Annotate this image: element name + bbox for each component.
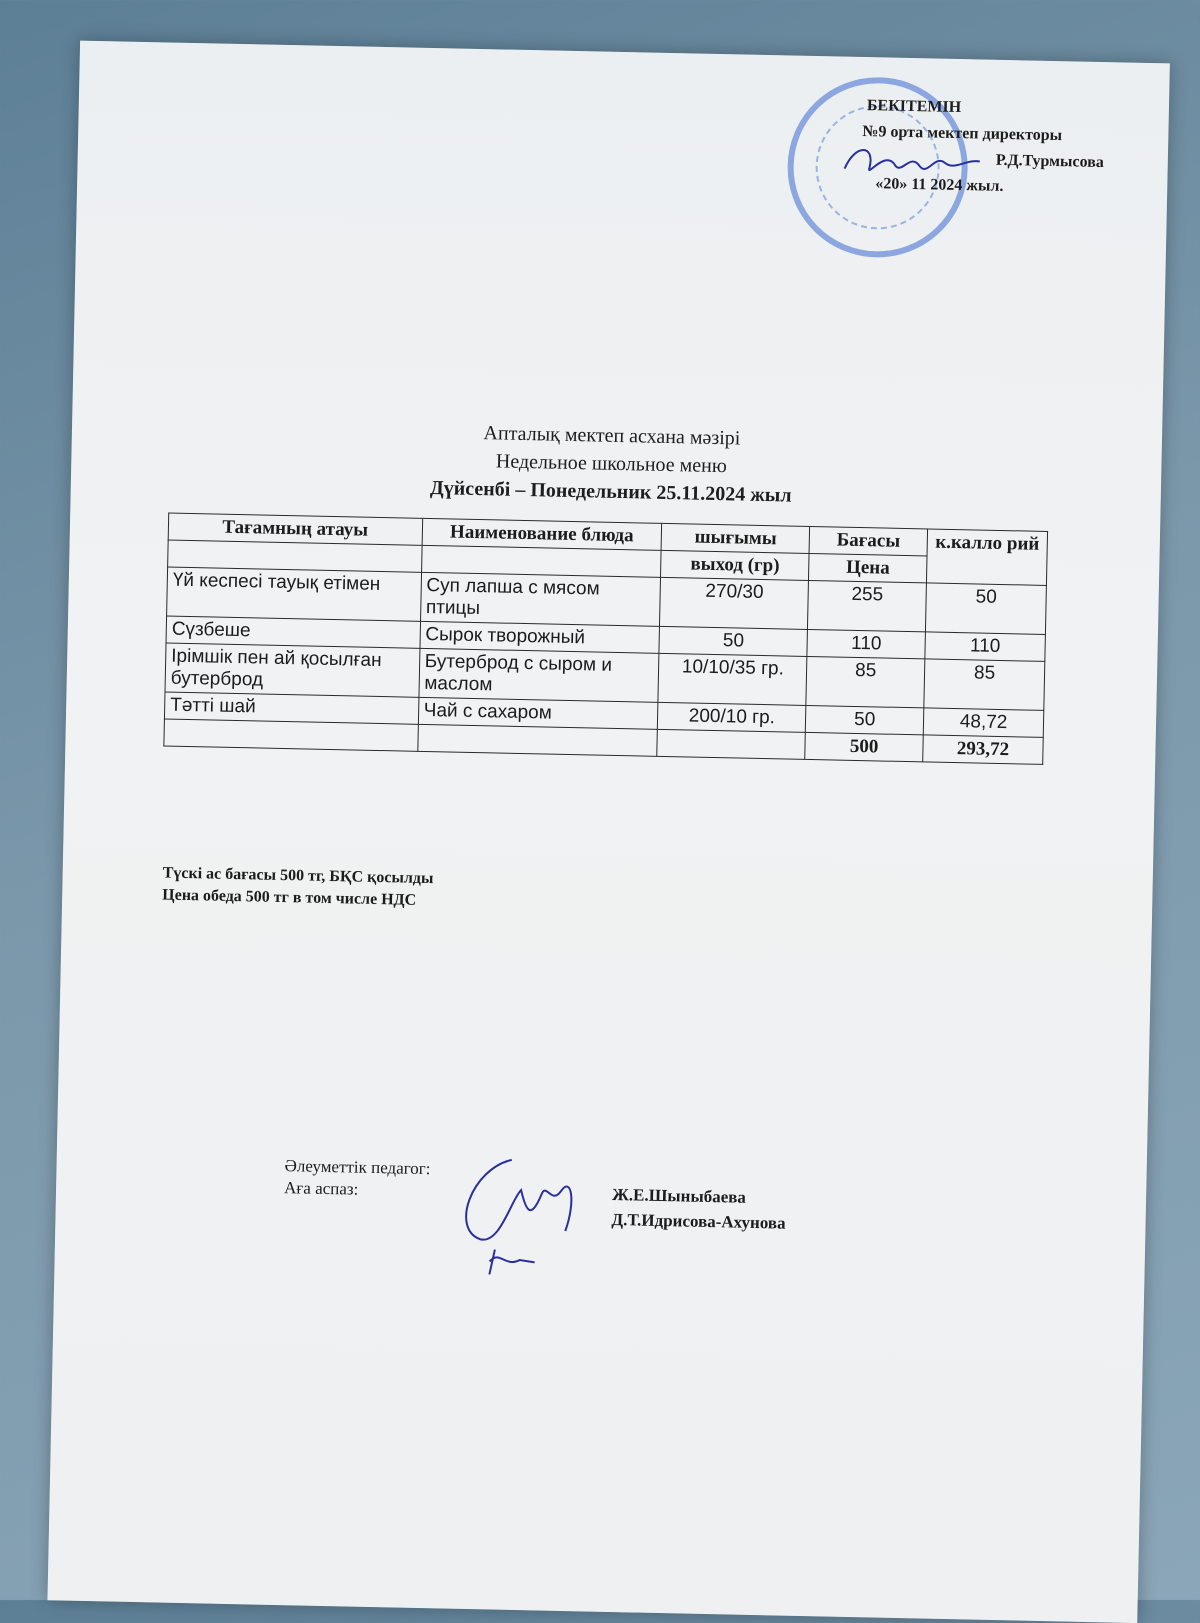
cell-name-kk: Сүзбеше <box>166 616 420 648</box>
header-calories: к.калло рий <box>927 529 1048 585</box>
cell-name-kk: Тәтті шай <box>164 692 418 724</box>
menu-document <box>47 41 1169 1623</box>
cell-output: 50 <box>659 626 807 656</box>
approval-position: №9 орта мектеп директоры <box>862 122 1063 145</box>
table-cell <box>657 729 805 759</box>
header-name-kk: Тағамның атауы <box>168 513 422 545</box>
title-russian: Недельное школьное меню <box>495 450 728 478</box>
approval-director-name: Р.Д.Турмысова <box>995 151 1105 172</box>
role-social-pedagogue: Әлеуметтік педагог: <box>284 1156 431 1179</box>
cell-name-kk: Ірімшік пен ай қосылған бутерброд <box>165 643 420 697</box>
signature-names <box>611 1182 786 1236</box>
cell-output: 200/10 гр. <box>658 702 806 732</box>
approval-date: «20» 11 2024 жыл. <box>875 175 1004 195</box>
cell-output: 270/30 <box>660 577 809 629</box>
total-price: 500 <box>805 732 923 761</box>
signature-roles <box>284 1155 431 1202</box>
director-signature <box>839 139 990 192</box>
total-calories: 293,72 <box>923 735 1043 765</box>
header-output-kk: шығымы <box>661 523 809 553</box>
cell-name-ru: Чай с сахаром <box>418 697 658 729</box>
handwritten-signature <box>449 1149 592 1282</box>
title-day: Дүйсенбі – Понедельник 25.11.2024 жыл <box>429 477 792 507</box>
price-notes <box>162 863 434 913</box>
menu-table <box>163 513 1048 765</box>
role-head-cook: Аға аспаз: <box>283 1178 359 1199</box>
cell-name-ru: Бутерброд с сыром и маслом <box>419 648 660 702</box>
cell-name-ru: Сырок творожный <box>420 621 660 653</box>
header-name-ru: Наименование блюда <box>422 518 662 550</box>
cell-name-ru: Суп лапша с мясом птицы <box>420 572 661 626</box>
cell-price: 255 <box>808 580 927 631</box>
header-price-kk: Бағасы <box>809 526 927 555</box>
table-cell <box>164 719 418 751</box>
note-kazakh: Түскі ас бағасы 500 тг, БҚС қосылды <box>162 864 434 888</box>
note-russian: Цена обеда 500 тг в том числе НДС <box>162 886 417 909</box>
menu-titles <box>171 413 1053 515</box>
cell-price: 85 <box>806 656 925 707</box>
title-kazakh: Апталық мектеп асхана мәзірі <box>483 422 741 450</box>
name-social-pedagogue: Ж.Е.Шыныбаева <box>611 1184 747 1207</box>
cell-calories: 110 <box>925 632 1045 662</box>
cell-price: 50 <box>805 705 923 734</box>
cell-price: 110 <box>807 629 925 658</box>
header-output-ru: выход (гр) <box>661 550 809 580</box>
table-cell <box>417 724 657 756</box>
cell-calories: 48,72 <box>923 708 1043 738</box>
cell-calories: 85 <box>924 659 1045 711</box>
name-head-cook: Д.Т.Идрисова-Ахунова <box>611 1209 786 1233</box>
cell-name-kk: Үй кеспесі тауық етімен <box>167 567 422 621</box>
header-price-ru: Цена <box>809 553 927 582</box>
approval-title: БЕКІТЕМІН <box>866 97 962 117</box>
cell-output: 10/10/35 гр. <box>658 653 807 705</box>
cell-calories: 50 <box>925 583 1046 635</box>
